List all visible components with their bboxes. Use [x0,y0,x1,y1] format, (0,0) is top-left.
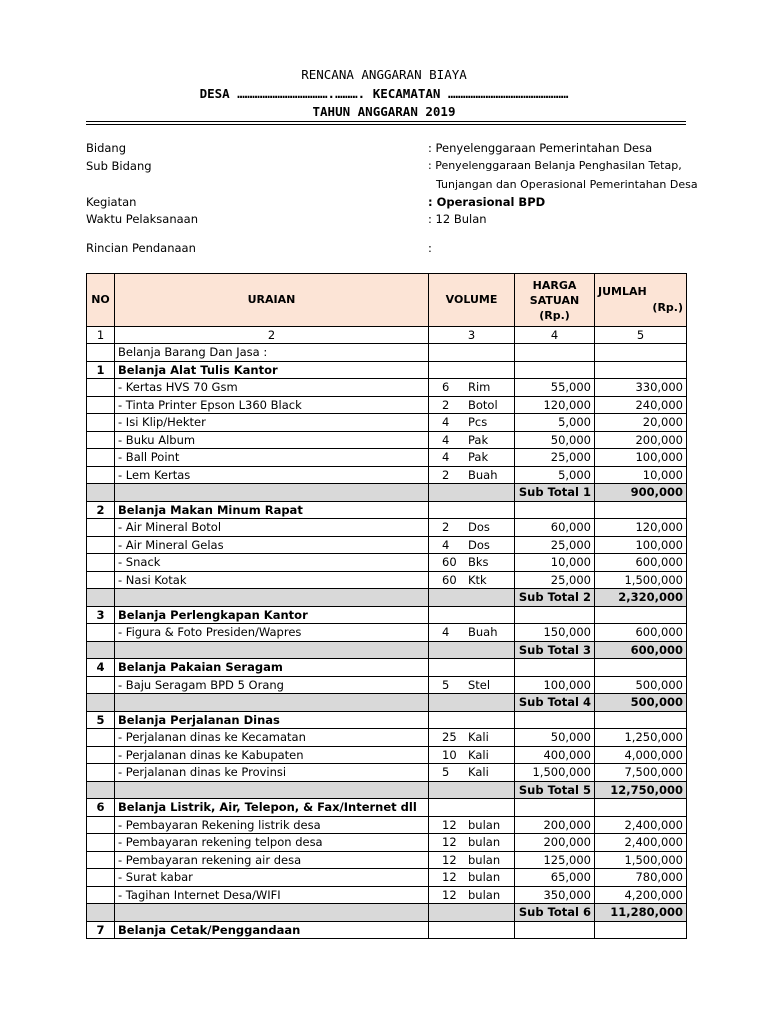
item-description: - Air Mineral Gelas [115,536,429,554]
table-row [87,886,687,904]
subtotal-value: 600,000 [595,641,687,659]
subtotal-value: 11,280,000 [595,904,687,922]
item-unit: Bks [468,555,489,570]
item-unit-price: 60,000 [515,519,595,537]
header-jumlah [595,274,687,327]
item-unit: Stel [468,677,491,692]
item-total: 500,000 [595,676,687,694]
empty-cell [515,344,595,362]
section-number: 5 [87,711,115,729]
item-unit: bulan [468,835,501,850]
empty-cell [87,536,115,554]
item-unit: Dos [468,520,490,535]
section-header-row [87,501,687,519]
empty-cell [87,449,115,467]
item-description: - Figura & Foto Presiden/Wapres [115,624,429,642]
sub-bidang-value-line2: Tunjangan dan Operasional Pemerintahan Desa [436,178,698,191]
item-total: 1,500,000 [595,571,687,589]
empty-cell [515,659,595,677]
item-unit: bulan [468,817,501,832]
empty-cell [87,589,115,607]
empty-cell [87,466,115,484]
item-volume [429,851,515,869]
subtotal-value: 900,000 [595,484,687,502]
item-total: 780,000 [595,869,687,887]
empty-cell [595,711,687,729]
kegiatan-label: Kegiatan [86,195,137,209]
table-row [87,764,687,782]
empty-cell [429,344,515,362]
item-unit-price: 150,000 [515,624,595,642]
col-number: 1 [87,327,115,344]
empty-cell [515,799,595,817]
intro-text: Belanja Barang Dan Jasa : [115,344,429,362]
table-row [87,379,687,397]
item-description: - Perjalanan dinas ke Provinsi [115,764,429,782]
rincian-label: Rincian Pendanaan [86,241,196,255]
item-unit-price: 200,000 [515,834,595,852]
section-name: Belanja Perjalanan Dinas [115,711,429,729]
empty-cell [515,921,595,939]
empty-cell [87,624,115,642]
item-unit-price: 200,000 [515,816,595,834]
empty-cell [87,904,115,922]
intro-row [87,344,687,362]
empty-cell [429,589,515,607]
empty-cell [87,519,115,537]
section-number: 6 [87,799,115,817]
table-row [87,519,687,537]
empty-cell [87,571,115,589]
table-row [87,554,687,572]
item-total: 200,000 [595,431,687,449]
empty-cell [115,641,429,659]
section-name: Belanja Makan Minum Rapat [115,501,429,519]
volume-wrap [432,537,511,553]
item-unit-price: 125,000 [515,851,595,869]
table-row [87,414,687,432]
empty-cell [429,694,515,712]
table-row [87,449,687,467]
title-rule-bottom [86,124,686,125]
empty-cell [87,641,115,659]
section-name: Belanja Pakaian Seragam [115,659,429,677]
subtotal-row [87,641,687,659]
item-qty: 4 [442,432,450,447]
volume-wrap [432,572,511,588]
item-unit-price: 55,000 [515,379,595,397]
item-qty: 4 [442,537,450,552]
waktu-label: Waktu Pelaksanaan [86,212,199,226]
item-volume [429,571,515,589]
table-row [87,869,687,887]
item-unit: Kali [468,747,489,762]
empty-cell [429,606,515,624]
volume-wrap [432,432,511,448]
table-row [87,624,687,642]
column-number-row [87,327,687,344]
subtotal-value: 500,000 [595,694,687,712]
volume-wrap [432,834,511,850]
item-unit-price: 50,000 [515,431,595,449]
item-unit: Pak [468,432,489,447]
section-header-row [87,711,687,729]
col-number: 3 [429,327,515,344]
item-unit-price: 120,000 [515,396,595,414]
empty-cell [429,799,515,817]
item-description: - Ball Point [115,449,429,467]
subtotal-value: 12,750,000 [595,781,687,799]
rincian-value: : [428,241,432,255]
empty-cell [87,729,115,747]
empty-cell [87,676,115,694]
empty-cell [87,764,115,782]
section-number: 2 [87,501,115,519]
header-volume: VOLUME [429,274,515,327]
header-harga-line3: (Rp.) [539,308,570,322]
item-qty: 12 [442,817,457,832]
item-unit: bulan [468,852,501,867]
empty-cell [595,501,687,519]
volume-wrap [432,449,511,465]
section-header-row [87,799,687,817]
item-unit: Pak [468,450,489,465]
item-volume [429,379,515,397]
empty-cell [595,799,687,817]
item-volume [429,466,515,484]
volume-wrap [432,519,511,535]
empty-cell [429,659,515,677]
item-qty: 12 [442,835,457,850]
item-total: 120,000 [595,519,687,537]
item-qty: 2 [442,520,450,535]
village-district-line: DESA ……………………………….………. KECAMATAN ………………………………………… [199,86,569,101]
item-qty: 5 [442,765,450,780]
empty-cell [87,851,115,869]
item-total: 330,000 [595,379,687,397]
fiscal-year: TAHUN ANGGARAN 2019 [312,104,456,119]
table-row [87,536,687,554]
subtotal-row [87,781,687,799]
item-total: 7,500,000 [595,764,687,782]
section-name: Belanja Cetak/Penggandaan [115,921,429,939]
volume-wrap [432,414,511,430]
empty-cell [595,344,687,362]
empty-cell [87,781,115,799]
empty-cell [87,886,115,904]
item-volume [429,676,515,694]
subtotal-label: Sub Total 6 [515,904,595,922]
empty-cell [429,361,515,379]
item-qty: 12 [442,870,457,885]
item-qty: 2 [442,467,450,482]
empty-cell [115,781,429,799]
item-total: 100,000 [595,536,687,554]
item-qty: 10 [442,747,457,762]
item-description: - Pembayaran rekening telpon desa [115,834,429,852]
subtotal-label: Sub Total 1 [515,484,595,502]
item-unit-price: 25,000 [515,536,595,554]
item-total: 600,000 [595,624,687,642]
empty-cell [515,606,595,624]
table-row [87,816,687,834]
item-description: - Isi Klip/Hekter [115,414,429,432]
item-volume [429,536,515,554]
empty-cell [87,484,115,502]
table-row [87,466,687,484]
item-unit-price: 350,000 [515,886,595,904]
document-title: RENCANA ANGGARAN BIAYA [301,67,467,82]
empty-cell [515,711,595,729]
subtotal-row [87,694,687,712]
item-description: - Pembayaran rekening air desa [115,851,429,869]
item-total: 100,000 [595,449,687,467]
item-description: - Kertas HVS 70 Gsm [115,379,429,397]
item-volume [429,624,515,642]
item-total: 1,500,000 [595,851,687,869]
header-no: NO [87,274,115,327]
section-number: 1 [87,361,115,379]
table-body [87,327,687,939]
item-unit-price: 5,000 [515,414,595,432]
subtotal-label: Sub Total 4 [515,694,595,712]
table-row [87,431,687,449]
item-total: 4,000,000 [595,746,687,764]
volume-wrap [432,379,511,395]
item-unit: bulan [468,887,501,902]
header-jumlah-line1: JUMLAH [598,285,647,298]
sub-bidang-value-line1: : Penyelenggaraan Belanja Penghasilan Tetap, [428,159,682,172]
item-unit-price: 1,500,000 [515,764,595,782]
subtotal-label: Sub Total 2 [515,589,595,607]
empty-cell [87,344,115,362]
item-description: - Perjalanan dinas ke Kabupaten [115,746,429,764]
volume-wrap [432,397,511,413]
empty-cell [115,904,429,922]
item-unit-price: 400,000 [515,746,595,764]
item-unit: Kali [468,730,489,745]
item-qty: 12 [442,887,457,902]
table-row [87,851,687,869]
item-qty: 60 [442,555,457,570]
item-qty: 12 [442,852,457,867]
empty-cell [429,641,515,659]
item-unit-price: 10,000 [515,554,595,572]
item-qty: 4 [442,450,450,465]
empty-cell [87,694,115,712]
section-number: 3 [87,606,115,624]
header-harga [515,274,595,327]
bidang-label: Bidang [86,141,127,155]
volume-wrap [432,747,511,763]
empty-cell [595,606,687,624]
empty-cell [515,501,595,519]
item-qty: 60 [442,572,457,587]
item-description: - Air Mineral Botol [115,519,429,537]
empty-cell [87,869,115,887]
section-number: 7 [87,921,115,939]
item-volume [429,834,515,852]
item-volume [429,519,515,537]
volume-wrap [432,852,511,868]
item-description: - Tagihan Internet Desa/WIFI [115,886,429,904]
item-unit: Dos [468,537,490,552]
table-row [87,676,687,694]
item-total: 1,250,000 [595,729,687,747]
budget-table [86,273,687,939]
item-total: 2,400,000 [595,816,687,834]
empty-cell [429,484,515,502]
subtotal-label: Sub Total 5 [515,781,595,799]
section-name: Belanja Listrik, Air, Telepon, & Fax/Internet dll [115,799,429,817]
item-volume [429,816,515,834]
table-row [87,571,687,589]
empty-cell [87,554,115,572]
title-rule-top [86,121,686,122]
item-total: 10,000 [595,466,687,484]
subtotal-row [87,484,687,502]
item-description: - Baju Seragam BPD 5 Orang [115,676,429,694]
empty-cell [595,361,687,379]
empty-cell [87,396,115,414]
item-qty: 25 [442,730,457,745]
item-description: - Buku Album [115,431,429,449]
empty-cell [595,659,687,677]
item-unit: Buah [468,625,498,640]
item-qty: 5 [442,677,450,692]
volume-wrap [432,554,511,570]
item-total: 240,000 [595,396,687,414]
bidang-value: : Penyelenggaraan Pemerintahan Desa [428,141,653,155]
item-volume [429,431,515,449]
table-row [87,834,687,852]
col-number: 4 [515,327,595,344]
waktu-value: : 12 Bulan [428,212,487,226]
item-unit-price: 25,000 [515,449,595,467]
item-total: 2,400,000 [595,834,687,852]
volume-wrap [432,677,511,693]
item-description: - Snack [115,554,429,572]
section-header-row [87,659,687,677]
item-description: - Pembayaran Rekening listrik desa [115,816,429,834]
col-number: 5 [595,327,687,344]
header-uraian: URAIAN [115,274,429,327]
item-qty: 4 [442,625,450,640]
section-number: 4 [87,659,115,677]
table-row [87,729,687,747]
volume-wrap [432,729,511,745]
item-description: - Perjalanan dinas ke Kecamatan [115,729,429,747]
section-header-row [87,921,687,939]
empty-cell [595,921,687,939]
empty-cell [87,379,115,397]
item-total: 600,000 [595,554,687,572]
empty-cell [87,414,115,432]
volume-wrap [432,869,511,885]
volume-wrap [432,624,511,640]
empty-cell [115,694,429,712]
empty-cell [115,484,429,502]
header-jumlah-line2: (Rp.) [652,301,683,314]
item-total: 20,000 [595,414,687,432]
empty-cell [429,501,515,519]
sub-bidang-label: Sub Bidang [86,159,152,173]
item-unit: Rim [468,380,491,395]
empty-cell [429,904,515,922]
item-volume [429,414,515,432]
item-description: - Nasi Kotak [115,571,429,589]
item-unit-price: 5,000 [515,466,595,484]
header-harga-line2: SATUAN [529,293,580,307]
item-total: 4,200,000 [595,886,687,904]
item-description: - Lem Kertas [115,466,429,484]
empty-cell [87,816,115,834]
item-unit: Pcs [468,415,488,430]
volume-wrap [432,887,511,903]
subtotal-row [87,904,687,922]
section-name: Belanja Alat Tulis Kantor [115,361,429,379]
empty-cell [115,589,429,607]
col-number: 2 [115,327,429,344]
table-row [87,396,687,414]
item-volume [429,729,515,747]
item-volume [429,554,515,572]
empty-cell [87,431,115,449]
empty-cell [429,711,515,729]
item-qty: 6 [442,380,450,395]
section-header-row [87,606,687,624]
item-qty: 4 [442,415,450,430]
item-volume [429,746,515,764]
empty-cell [87,834,115,852]
item-volume [429,764,515,782]
item-volume [429,869,515,887]
empty-cell [515,361,595,379]
subtotal-value: 2,320,000 [595,589,687,607]
item-volume [429,449,515,467]
item-unit-price: 50,000 [515,729,595,747]
item-unit: Ktk [468,572,487,587]
item-unit-price: 25,000 [515,571,595,589]
item-unit-price: 100,000 [515,676,595,694]
item-unit: bulan [468,870,501,885]
section-name: Belanja Perlengkapan Kantor [115,606,429,624]
empty-cell [87,746,115,764]
volume-wrap [432,764,511,780]
volume-wrap [432,817,511,833]
table-header-row [87,274,687,327]
item-unit: Botol [468,397,498,412]
section-header-row [87,361,687,379]
item-unit: Kali [468,765,489,780]
subtotal-row [87,589,687,607]
item-qty: 2 [442,397,450,412]
item-description: - Tinta Printer Epson L360 Black [115,396,429,414]
subtotal-label: Sub Total 3 [515,641,595,659]
empty-cell [429,921,515,939]
header-harga-line1: HARGA [532,278,577,292]
empty-cell [429,781,515,799]
item-unit: Buah [468,467,498,482]
volume-wrap [432,467,511,483]
item-unit-price: 65,000 [515,869,595,887]
table-row [87,746,687,764]
item-volume [429,886,515,904]
item-volume [429,396,515,414]
item-description: - Surat kabar [115,869,429,887]
kegiatan-value: : Operasional BPD [428,195,546,209]
